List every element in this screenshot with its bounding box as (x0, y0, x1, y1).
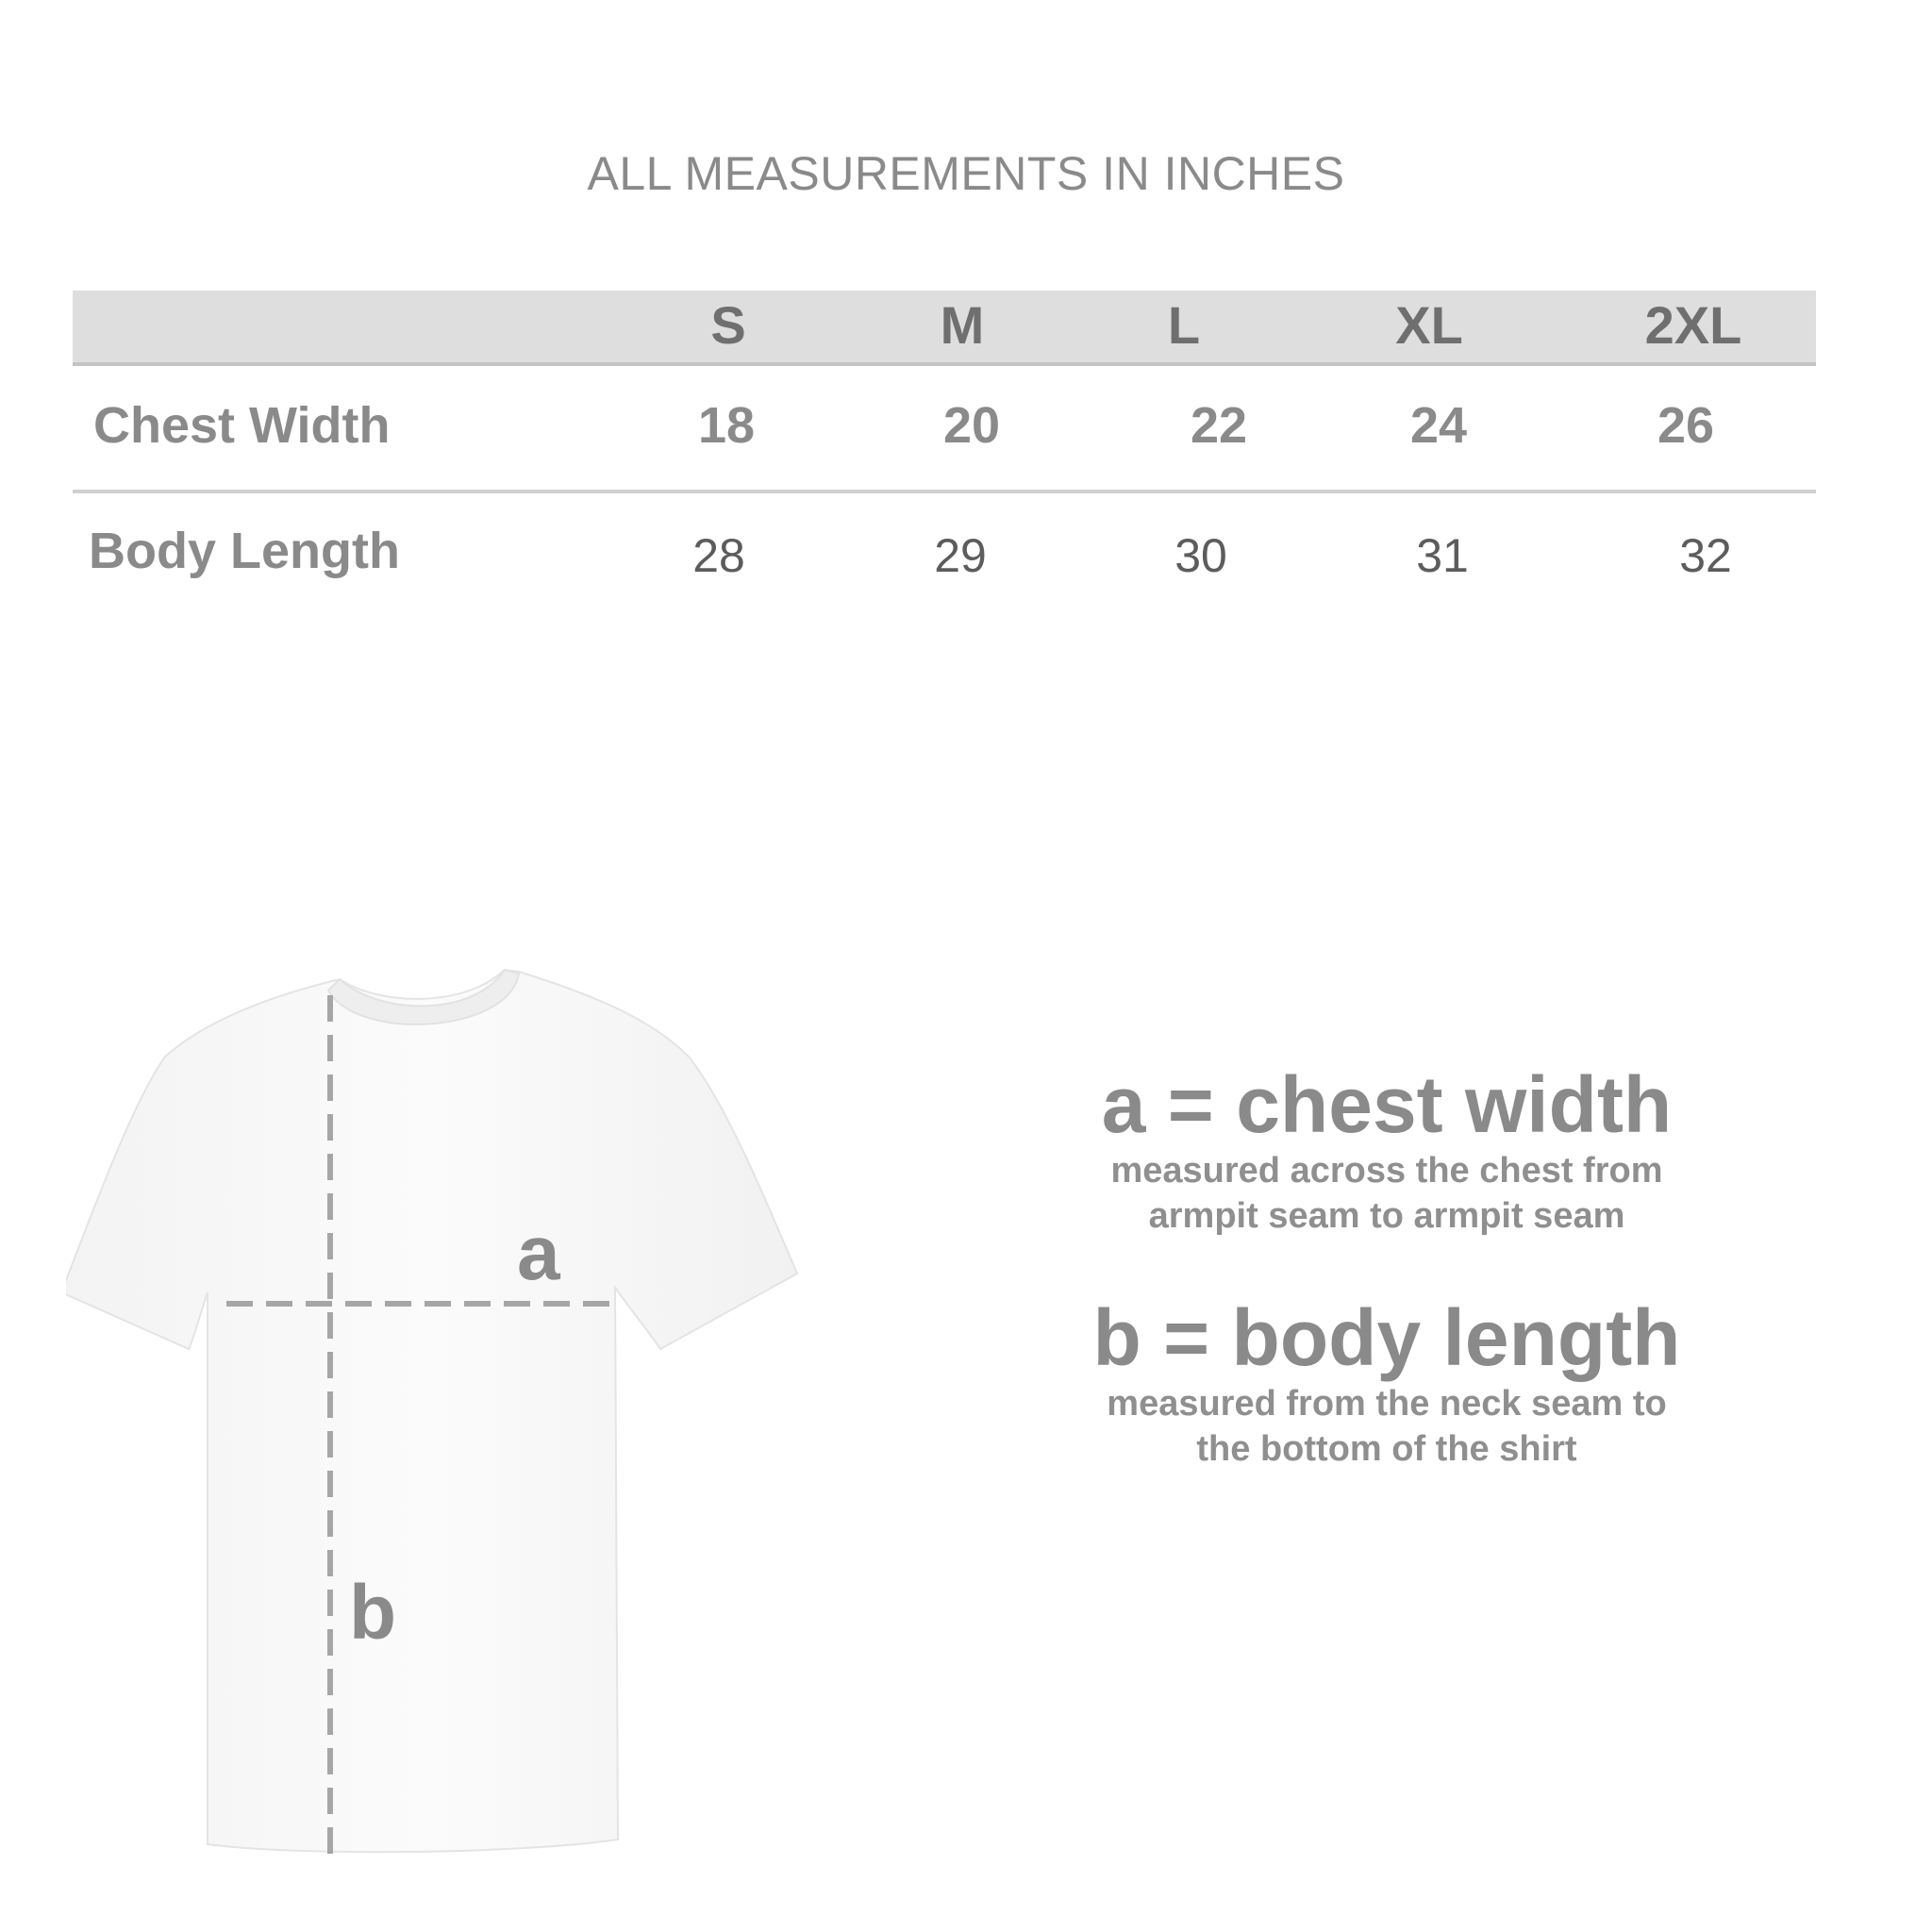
definition-chest-width (1019, 1061, 1755, 1239)
chest-width-m: 20 (942, 397, 1001, 454)
chest-width-s: 18 (697, 397, 756, 454)
tshirt-body (66, 970, 797, 1852)
tshirt-diagram (66, 962, 811, 1868)
chest-width-2xl: 26 (1657, 397, 1715, 454)
row-label-body-length: Body Length (89, 523, 400, 579)
size-header-xl: XL (1395, 295, 1463, 355)
definition-body-length (1019, 1294, 1755, 1472)
body-length-m: 29 (934, 529, 987, 582)
definition-a-line2: armpit seam to armpit seam (1148, 1196, 1625, 1236)
definition-a-heading: a = chest width (1101, 1060, 1673, 1149)
chest-width-l: 22 (1190, 397, 1248, 454)
definition-a-line1: measured across the chest from (1110, 1151, 1663, 1191)
chest-width-xl: 24 (1409, 397, 1468, 454)
definition-b-heading: b = body length (1092, 1293, 1681, 1382)
size-header-s: S (710, 295, 746, 355)
chest-width-marker-a: a (517, 1210, 560, 1296)
definition-b-line2: the bottom of the shirt (1196, 1429, 1577, 1469)
page-title: ALL MEASUREMENTS IN INCHES (587, 147, 1345, 200)
size-header-2xl: 2XL (1644, 295, 1742, 355)
size-header-m: M (940, 295, 985, 355)
body-length-xl: 31 (1416, 529, 1469, 582)
body-length-2xl: 32 (1679, 529, 1732, 582)
definition-b-line1: measured from the neck seam to (1107, 1384, 1667, 1424)
row-label-chest-width: Chest Width (93, 397, 391, 454)
size-header-l: L (1167, 295, 1201, 355)
table-row-divider (73, 490, 1816, 493)
body-length-s: 28 (692, 529, 745, 582)
body-length-l: 30 (1174, 529, 1227, 582)
body-length-marker-b: b (349, 1570, 397, 1656)
